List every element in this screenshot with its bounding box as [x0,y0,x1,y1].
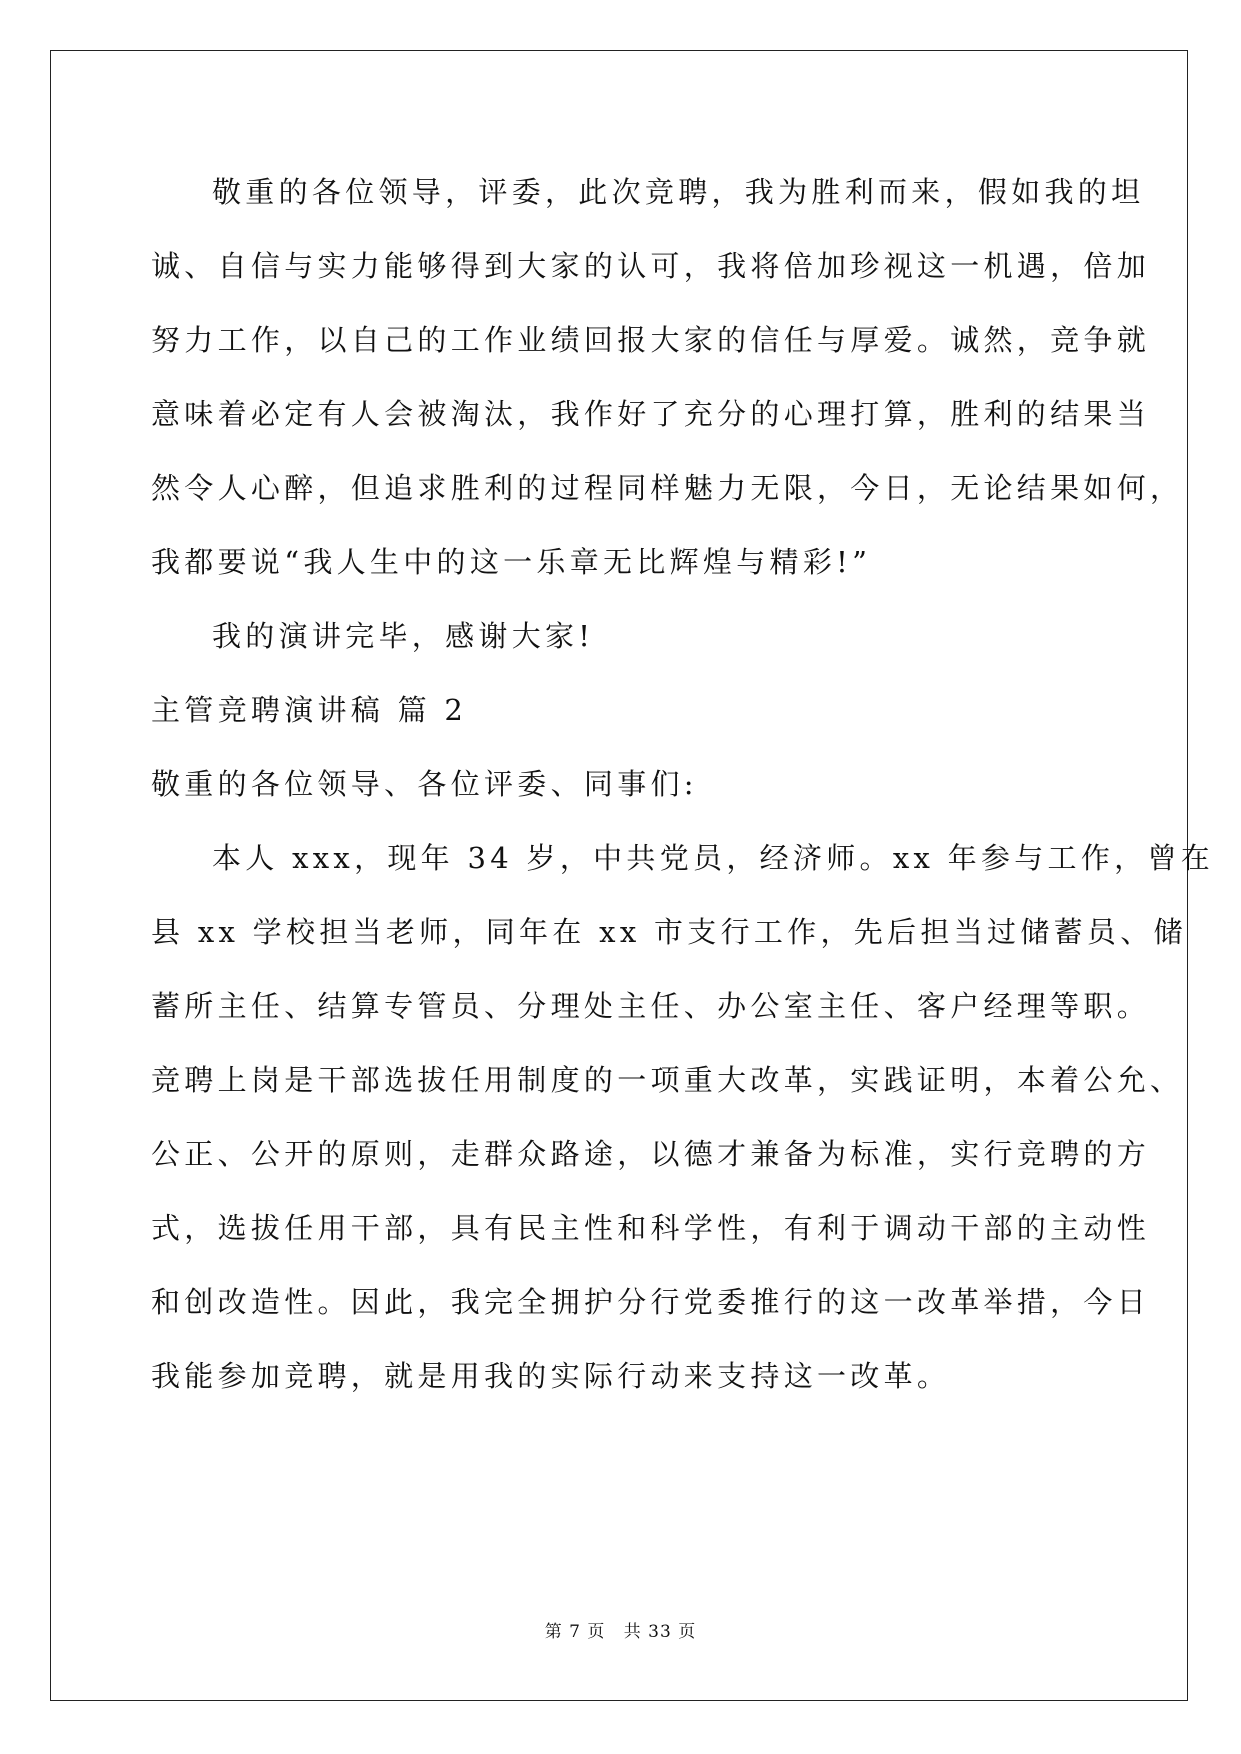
text-line: 公正、公开的原则，走群众路途，以德才兼备为标准，实行竞聘的方 [151,1137,1151,1171]
text-line: 竞聘上岗是干部选拔任用制度的一项重大改革，实践证明，本着公允、 [151,1063,1184,1097]
text-line: 蓄所主任、结算专管员、分理处主任、办公室主任、客户经理等职。 [151,989,1151,1023]
text-line: 我都要说“我人生中的这一乐章无比辉煌与精彩!” [151,545,872,579]
text-line: 意味着必定有人会被淘汰，我作好了充分的心理打算，胜利的结果当 [151,397,1151,431]
section-heading: 主管竞聘演讲稿 篇 2 [151,693,468,727]
text-line: 然令人心醉，但追求胜利的过程同样魅力无限，今日，无论结果如何， [151,471,1184,505]
text-line: 本人 xxx，现年 34 岁，中共党员，经济师。xx 年参与工作，曾在 [212,841,1215,875]
text-line: 我的演讲完毕，感谢大家! [212,619,595,653]
text-line: 敬重的各位领导，评委，此次竞聘，我为胜利而来，假如我的坦 [212,175,1145,209]
text-line: 努力工作，以自己的工作业绩回报大家的信任与厚爱。诚然，竞争就 [151,323,1151,357]
page-footer [0,1617,1241,1642]
text-line: 我能参加竞聘，就是用我的实际行动来支持这一改革。 [151,1359,951,1393]
text-line: 诚、自信与实力能够得到大家的认可，我将倍加珍视这一机遇，倍加 [151,249,1151,283]
text-line: 县 xx 学校担当老师，同年在 xx 市支行工作，先后担当过储蓄员、储 [151,915,1187,949]
text-line: 和创改造性。因此，我完全拥护分行党委推行的这一改革举措，今日 [151,1285,1151,1319]
page-total: 共 33 页 [623,1622,697,1642]
salutation: 敬重的各位领导、各位评委、同事们: [151,767,698,801]
text-line: 式，选拔任用干部，具有民主性和科学性，有利于调动干部的主动性 [151,1211,1151,1245]
page-number: 第 7 页 [544,1622,606,1642]
